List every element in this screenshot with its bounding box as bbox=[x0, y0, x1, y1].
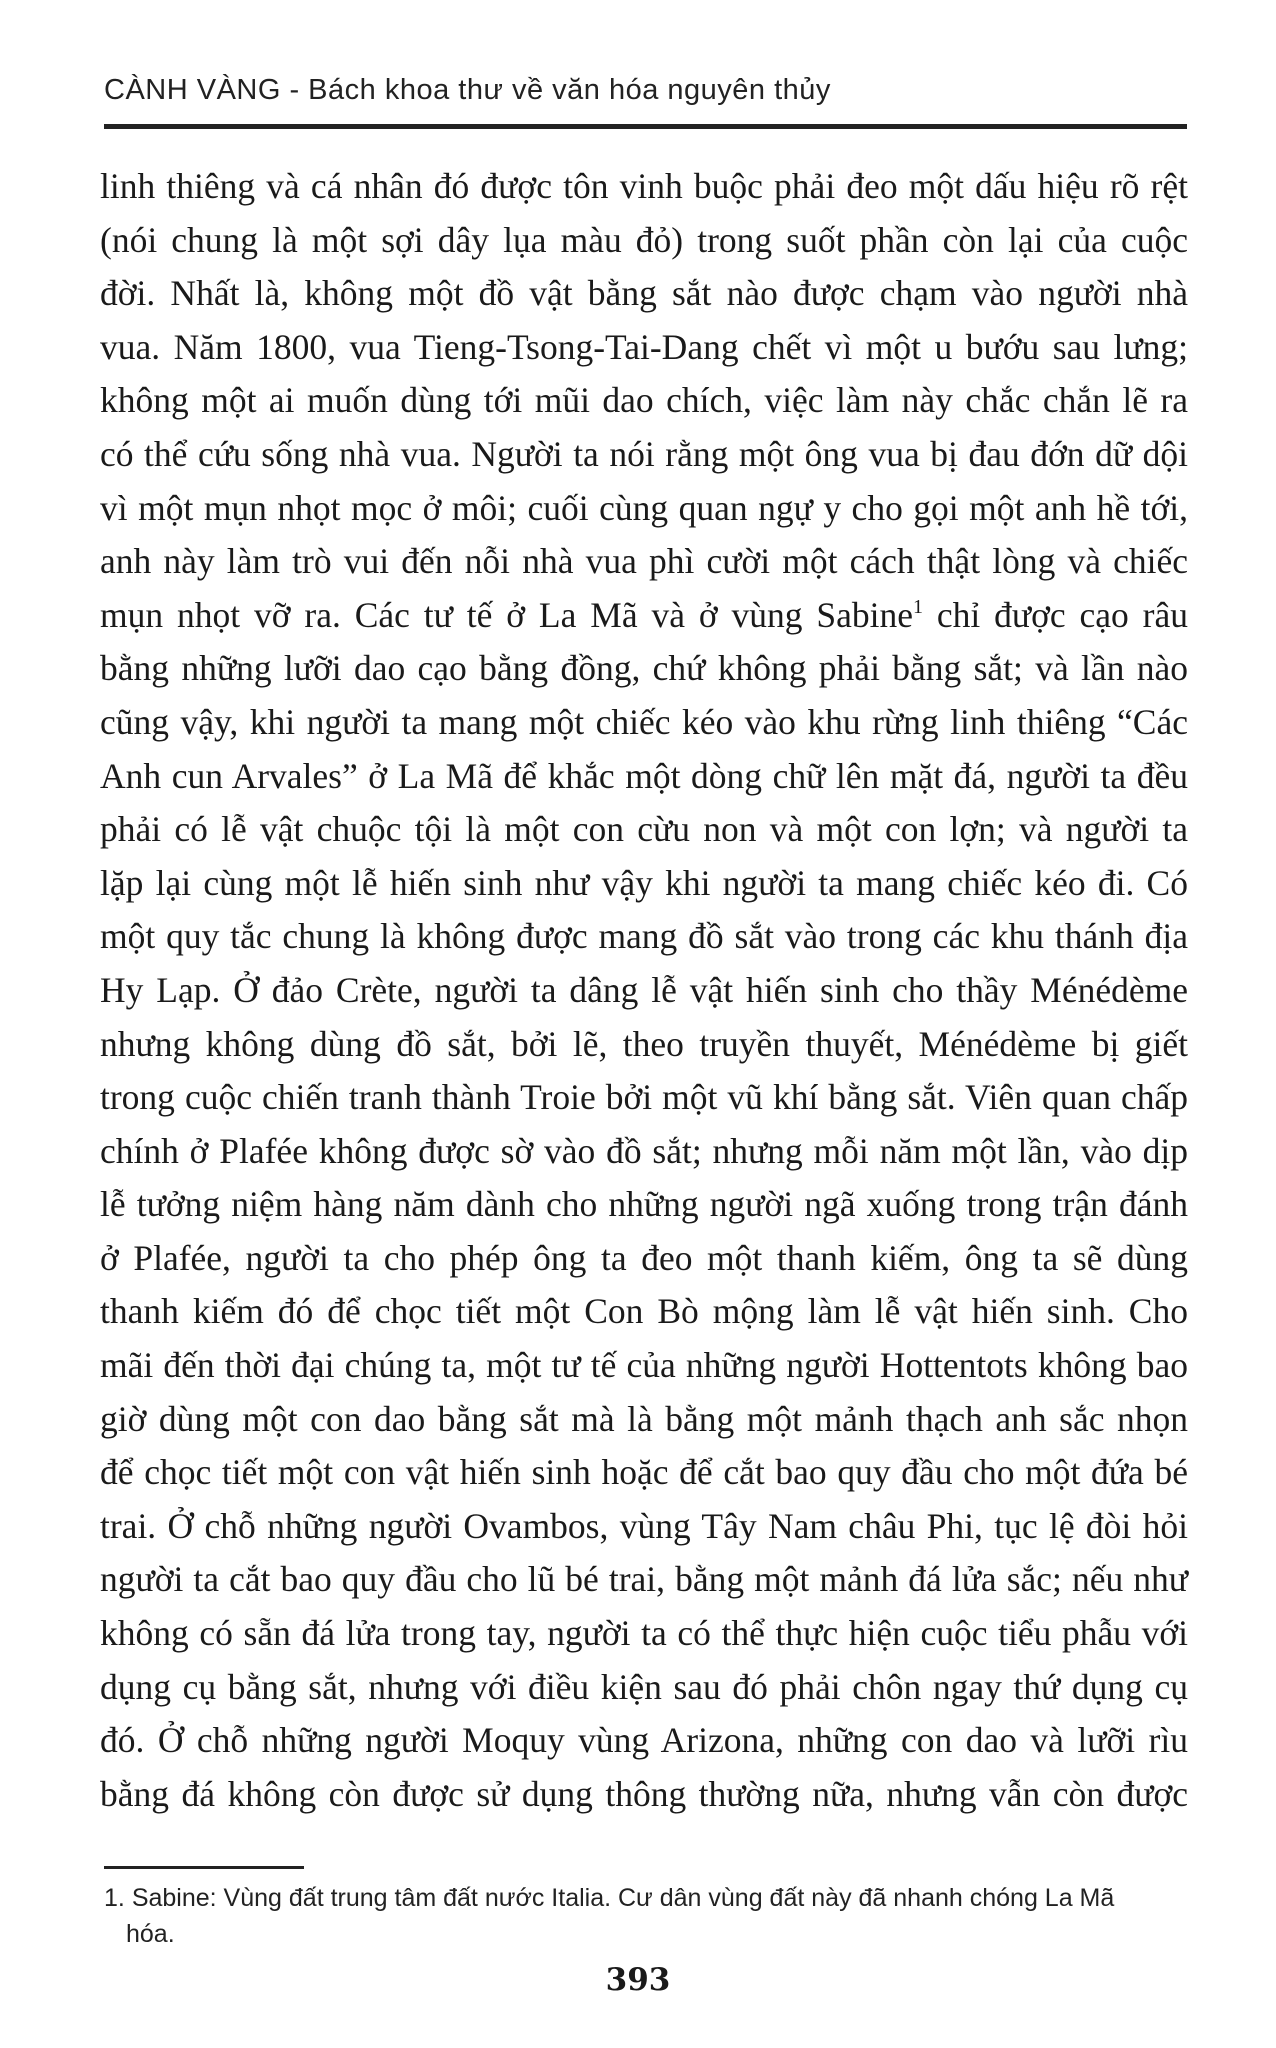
text-line-13: phải có lễ vật chuộc tội là một con cừu non và một con lợn; và người ta bbox=[100, 809, 1188, 850]
text-line-24: giờ dùng một con dao bằng sắt mà là bằng một mảnh thạch anh sắc nhọn bbox=[100, 1398, 1188, 1439]
text-line-2: (nói chung là một sợi dây lụa màu đỏ) trong suốt phần còn lại của cuộc bbox=[100, 219, 1188, 260]
text-line-25: để chọc tiết một con vật hiến sinh hoặc để cắt bao quy đầu cho một đứa bé bbox=[100, 1452, 1188, 1493]
text-line-15: một quy tắc chung là không được mang đồ sắt vào trong các khu thánh địa bbox=[100, 916, 1188, 957]
text-line-6: có thể cứu sống nhà vua. Người ta nói rằng một ông vua bị đau đớn dữ dội bbox=[100, 433, 1188, 474]
text-line-31: bằng đá không còn được sử dụng thông thường nữa, nhưng vẫn còn được bbox=[100, 1773, 1188, 1814]
page-number: 393 bbox=[605, 1962, 671, 1998]
text-line-12: Anh cun Arvales” ở La Mã để khắc một dòng chữ lên mặt đá, người ta đều bbox=[100, 755, 1188, 796]
text-line-27: người ta cắt bao quy đầu cho lũ bé trai, bằng một mảnh đá lửa sắc; nếu như bbox=[100, 1559, 1188, 1600]
text-line-21: ở Plafée, người ta cho phép ông ta đeo một thanh kiếm, ông ta sẽ dùng bbox=[100, 1237, 1188, 1278]
text-line-18: trong cuộc chiến tranh thành Troie bởi một vũ khí bằng sắt. Viên quan chấp bbox=[100, 1077, 1188, 1118]
text-line-14: lặp lại cùng một lễ hiến sinh như vậy khi người ta mang chiếc kéo đi. Có bbox=[100, 862, 1188, 903]
text-line-3: đời. Nhất là, không một đồ vật bằng sắt nào được chạm vào người nhà bbox=[100, 273, 1188, 314]
text-line-26: trai. Ở chỗ những người Ovambos, vùng Tây Nam châu Phi, tục lệ đòi hỏi bbox=[100, 1505, 1188, 1546]
text-line-9-tail: chỉ được cạo râu bbox=[923, 594, 1188, 635]
text-line-7: vì một mụn nhọt mọc ở môi; cuối cùng quan ngự y cho gọi một anh hề tới, bbox=[100, 487, 1188, 528]
text-line-11: cũng vậy, khi người ta mang một chiếc kéo vào khu rừng linh thiêng “Các bbox=[100, 701, 1188, 742]
footnote-line-2: hóa. bbox=[126, 1920, 175, 1948]
text-line-29: dụng cụ bằng sắt, nhưng với điều kiện sau đó phải chôn ngay thứ dụng cụ bbox=[100, 1666, 1188, 1707]
footnote-rule bbox=[104, 1866, 304, 1869]
text-line-23: mãi đến thời đại chúng ta, một tư tế của những người Hottentots không bao bbox=[100, 1345, 1188, 1386]
text-line-4: vua. Năm 1800, vua Tieng-Tsong-Tai-Dang chết vì một u bướu sau lưng; bbox=[100, 326, 1188, 367]
text-line-5: không một ai muốn dùng tới mũi dao chích, việc làm này chắc chắn lẽ ra bbox=[100, 380, 1188, 421]
header-rule bbox=[104, 124, 1187, 129]
text-line-10: bằng những lưỡi dao cạo bằng đồng, chứ không phải bằng sắt; và lần nào bbox=[100, 648, 1188, 689]
text-line-8: anh này làm trò vui đến nỗi nhà vua phì cười một cách thật lòng và chiếc bbox=[100, 541, 1188, 582]
text-line-1: linh thiêng và cá nhân đó được tôn vinh buộc phải đeo một dấu hiệu rõ rệt bbox=[100, 166, 1188, 206]
text-line-28: không có sẵn đá lửa trong tay, người ta có thể thực hiện cuộc tiểu phẫu với bbox=[100, 1613, 1188, 1654]
text-line-17: nhưng không dùng đồ sắt, bởi lẽ, theo truyền thuyết, Ménédème bị giết bbox=[100, 1023, 1188, 1064]
running-header: CÀNH VÀNG - Bách khoa thư về văn hóa nguyên thủy bbox=[104, 74, 831, 106]
text-line-20: lễ tưởng niệm hàng năm dành cho những người ngã xuống trong trận đánh bbox=[100, 1184, 1188, 1225]
footnote bbox=[104, 1880, 1184, 1952]
text-line-19: chính ở Plafée không được sờ vào đồ sắt; nhưng mỗi năm một lần, vào dịp bbox=[100, 1130, 1188, 1171]
text-line-16: Hy Lạp. Ở đảo Crète, người ta dâng lễ vật hiến sinh cho thầy Ménédème bbox=[100, 969, 1188, 1010]
footnote-line-1 bbox=[104, 1880, 1184, 1916]
text-line-9 bbox=[100, 589, 1188, 643]
footnote-reference[interactable]: 1 bbox=[913, 595, 923, 618]
text-line-22: thanh kiếm đó để chọc tiết một Con Bò mộng làm lễ vật hiến sinh. Cho bbox=[100, 1291, 1188, 1332]
text-line-9-head: mụn nhọt vỡ ra. Các tư tế ở La Mã và ở vùng Sabine bbox=[100, 594, 913, 635]
text-line-30: đó. Ở chỗ những người Moquy vùng Arizona, những con dao và lưỡi rìu bbox=[100, 1720, 1188, 1761]
footnote-text-1: Sabine: Vùng đất trung tâm đất nước Italia. Cư dân vùng đất này đã nhanh chóng La Mã bbox=[131, 1884, 1115, 1912]
body-text bbox=[100, 160, 1188, 1821]
footnote-number: 1. bbox=[104, 1884, 125, 1912]
